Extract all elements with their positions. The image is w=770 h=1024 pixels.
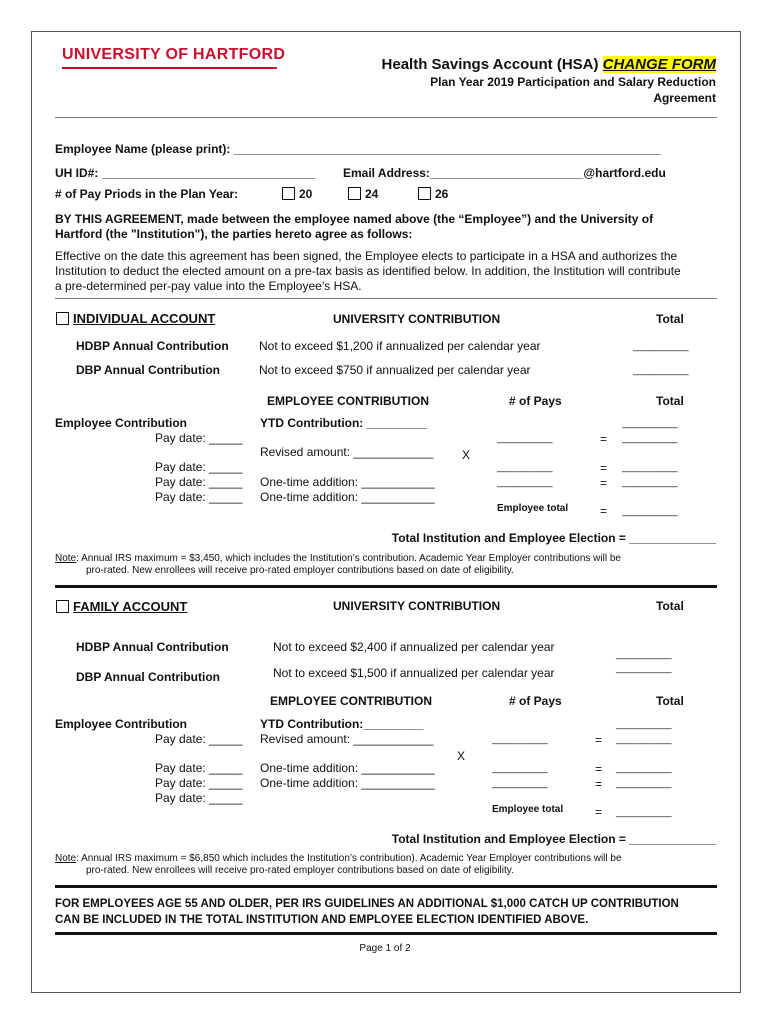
pay-periods-label: # of Pay Priods in the Plan Year: — [55, 187, 239, 201]
fam-note-line1: : Annual IRS maximum = $6,850 which includes the Institution’s contribution). Academic Year Employer contributions will be — [76, 853, 622, 864]
fam-total-field-1[interactable]: __________ — [616, 734, 672, 745]
university-logo — [62, 46, 285, 69]
fam-pays-field-3[interactable]: __________ — [492, 778, 548, 789]
ind-ytd-field[interactable]: YTD Contribution: _________ — [260, 416, 427, 430]
fam-hdbp-text: Not to exceed $2,400 if annualized per calendar year — [273, 640, 555, 654]
fam-dbp-text: Not to exceed $1,500 if annualized per calendar year — [273, 666, 555, 680]
fam-ytd-field[interactable]: YTD Contribution:_________ — [260, 717, 424, 731]
fam-dbp-label: DBP Annual Contribution — [76, 670, 220, 684]
section-divider — [55, 585, 717, 588]
form-subtitle-1: Plan Year 2019 Participation and Salary Reduction — [430, 75, 716, 89]
individual-account-option[interactable] — [56, 311, 215, 326]
ind-hdbp-text: Not to exceed $1,200 if annualized per calendar year — [259, 339, 541, 353]
ind-dbp-text: Not to exceed $750 if annualized per calendar year — [259, 363, 531, 377]
ind-dbp-label: DBP Annual Contribution — [76, 363, 220, 377]
fam-onetime-field-2[interactable]: One-time addition: ___________ — [260, 776, 435, 790]
individual-heading: INDIVIDUAL ACCOUNT — [73, 311, 216, 326]
fam-paydate-2[interactable]: Pay date: _____ — [155, 761, 243, 775]
form-subtitle-2: Agreement — [653, 91, 716, 105]
fam-eq-4: = — [595, 805, 603, 819]
ind-paydate-4[interactable]: Pay date: _____ — [155, 490, 243, 504]
family-account-option[interactable] — [56, 599, 187, 614]
form-title-highlight: CHANGE FORM — [602, 56, 716, 73]
fam-paydate-4[interactable]: Pay date: _____ — [155, 791, 243, 805]
ind-note-line1: : Annual IRS maximum = $3,450, which includes the Institution’s contribution. Academic Year Employer contributions will be — [76, 553, 621, 564]
ind-eq-2: = — [600, 461, 608, 475]
fam-employee-total-field[interactable]: __________ — [616, 807, 672, 818]
fam-note — [55, 853, 717, 877]
fam-hdbp-label: HDBP Annual Contribution — [76, 640, 229, 654]
fam-eq-2: = — [595, 762, 603, 776]
fam-pays-field-1[interactable]: __________ — [492, 734, 548, 745]
fam-revised-field[interactable]: Revised amount: ____________ — [260, 732, 434, 746]
fam-note-line2: pro-rated. New enrollees will receive pro-rated employer contributions based on date of eligibility. — [86, 865, 514, 876]
fam-total-header: Total — [656, 599, 684, 613]
family-checkbox[interactable] — [56, 600, 69, 613]
ind-paydate-2[interactable]: Pay date: _____ — [155, 460, 243, 474]
ind-total-field-3[interactable]: __________ — [622, 477, 678, 488]
agreement-bold-line1: BY THIS AGREEMENT, made between the employee named above (the “Employee”) and the University of — [55, 212, 654, 226]
ind-total2-header: Total — [656, 394, 684, 408]
ind-eq-4: = — [600, 504, 608, 518]
section-divider — [55, 932, 717, 935]
ind-num-pays-header: # of Pays — [509, 394, 562, 408]
fam-grand-total[interactable]: Total Institution and Employee Election = _____________ — [391, 832, 716, 846]
fam-multiply-x: X — [457, 749, 466, 763]
logo-underline — [62, 67, 277, 69]
section-divider — [55, 885, 717, 888]
fam-eq-3: = — [595, 777, 603, 791]
ind-dbp-total-field[interactable]: __________ — [633, 365, 689, 376]
uhid-label: UH ID#: — [55, 166, 99, 180]
email-label: Email Address: — [343, 166, 430, 180]
fam-onetime-field-1[interactable]: One-time addition: ___________ — [260, 761, 435, 775]
divider — [55, 117, 717, 118]
ind-note-label: Note — [55, 553, 77, 564]
ind-paydate-1[interactable]: Pay date: _____ — [155, 431, 243, 445]
fam-total2-header: Total — [656, 694, 684, 708]
ind-onetime-field-1[interactable]: One-time addition: ___________ — [260, 475, 435, 489]
catchup-line1: FOR EMPLOYEES AGE 55 AND OLDER, PER IRS GUIDELINES AN ADDITIONAL $1,000 CATCH UP CONTRIBUTION — [55, 898, 679, 910]
employee-name-label: Employee Name (please print): — [55, 142, 231, 156]
ind-hdbp-label: HDBP Annual Contribution — [76, 339, 229, 353]
ind-employee-contribution-label: Employee Contribution — [55, 416, 187, 430]
ind-revised-field[interactable]: Revised amount: ____________ — [260, 445, 434, 459]
checkbox-26[interactable] — [418, 187, 431, 200]
email-line: _______________________ — [429, 166, 584, 180]
ind-pays-field-1[interactable]: __________ — [497, 433, 553, 444]
fam-univ-contrib-header: UNIVERSITY CONTRIBUTION — [333, 599, 501, 613]
fam-num-pays-header: # of Pays — [509, 694, 562, 708]
ind-paydate-3[interactable]: Pay date: _____ — [155, 475, 243, 489]
ind-eq-1: = — [600, 432, 608, 446]
ind-note — [55, 553, 717, 577]
ind-eq-3: = — [600, 476, 608, 490]
fam-note-label: Note — [55, 853, 77, 864]
ind-multiply-x: X — [462, 448, 471, 462]
page-number: Page 1 of 2 — [359, 943, 411, 954]
catchup-notice — [55, 896, 717, 928]
employee-name-field[interactable] — [55, 142, 661, 156]
fam-total-field-3[interactable]: __________ — [616, 778, 672, 789]
fam-ytd-total-field[interactable]: __________ — [616, 719, 672, 730]
form-title-plain: Health Savings Account (HSA) — [381, 56, 599, 73]
agreement-bold-line2: Hartford (the "Institution"), the parties hereto agree as follows: — [55, 227, 413, 241]
fam-emp-contrib-header: EMPLOYEE CONTRIBUTION — [270, 694, 433, 708]
ind-note-line2: pro-rated. New enrollees will receive pro-rated employer contributions based on date of eligibility. — [86, 565, 514, 576]
email-domain: @hartford.edu — [583, 166, 666, 180]
form-title — [382, 56, 716, 73]
option-24-label: 24 — [365, 187, 379, 201]
ind-pays-field-3[interactable]: __________ — [497, 477, 553, 488]
option-20-label: 20 — [299, 187, 313, 201]
family-heading: FAMILY ACCOUNT — [73, 599, 188, 614]
option-26-label: 26 — [435, 187, 449, 201]
pay-periods-option-26[interactable] — [418, 187, 448, 201]
email-field[interactable] — [343, 166, 666, 180]
fam-eq-1: = — [595, 733, 603, 747]
ind-pays-field-2[interactable]: __________ — [497, 462, 553, 473]
agreement-text — [55, 249, 717, 294]
ind-total-field-1[interactable]: __________ — [622, 433, 678, 444]
agreement-line2: Institution to deduct the elected amount on a pre-tax basis as identified below. In addition, the Institution will contribute — [55, 264, 681, 278]
ind-employee-total-field[interactable]: __________ — [622, 506, 678, 517]
ind-univ-contrib-header: UNIVERSITY CONTRIBUTION — [333, 312, 501, 326]
ind-grand-total[interactable]: Total Institution and Employee Election = _____________ — [391, 531, 716, 545]
ind-onetime-field-2[interactable]: One-time addition: ___________ — [260, 490, 435, 504]
uhid-line: ________________________________ — [101, 166, 316, 180]
fam-hdbp-total-field[interactable]: __________ — [616, 649, 672, 660]
checkbox-24[interactable] — [348, 187, 361, 200]
agreement-line1: Effective on the date this agreement has been signed, the Employee elects to participate in a HSA and authorizes the — [55, 249, 678, 263]
pay-periods-option-24[interactable] — [348, 187, 378, 201]
fam-paydate-3[interactable]: Pay date: _____ — [155, 776, 243, 790]
catchup-line2: CAN BE INCLUDED IN THE TOTAL INSTITUTION AND EMPLOYEE ELECTION IDENTIFIED ABOVE. — [55, 914, 589, 926]
fam-employee-contribution-label: Employee Contribution — [55, 717, 187, 731]
ind-hdbp-total-field[interactable]: __________ — [633, 341, 689, 352]
checkbox-20[interactable] — [282, 187, 295, 200]
logo-text: UNIVERSITY OF HARTFORD — [62, 46, 286, 63]
ind-total-field-2[interactable]: __________ — [622, 462, 678, 473]
individual-checkbox[interactable] — [56, 312, 69, 325]
fam-employee-total-label: Employee total — [492, 804, 564, 815]
ind-total-header: Total — [656, 312, 684, 326]
agreement-bold — [55, 212, 717, 242]
pay-periods-option-20[interactable] — [282, 187, 312, 201]
fam-total-field-2[interactable]: __________ — [616, 763, 672, 774]
agreement-line3: a pre-determined per-pay value into the Employee’s HSA. — [55, 279, 362, 293]
divider — [55, 298, 717, 299]
ind-emp-contrib-header: EMPLOYEE CONTRIBUTION — [267, 394, 430, 408]
employee-name-line: ________________________________________________________________ — [233, 142, 661, 156]
uhid-field[interactable] — [55, 166, 315, 180]
fam-dbp-total-field[interactable]: __________ — [616, 663, 672, 674]
ind-employee-total-label: Employee total — [497, 503, 569, 514]
fam-paydate-1[interactable]: Pay date: _____ — [155, 732, 243, 746]
ind-ytd-total-field[interactable]: __________ — [622, 418, 678, 429]
fam-pays-field-2[interactable]: __________ — [492, 763, 548, 774]
